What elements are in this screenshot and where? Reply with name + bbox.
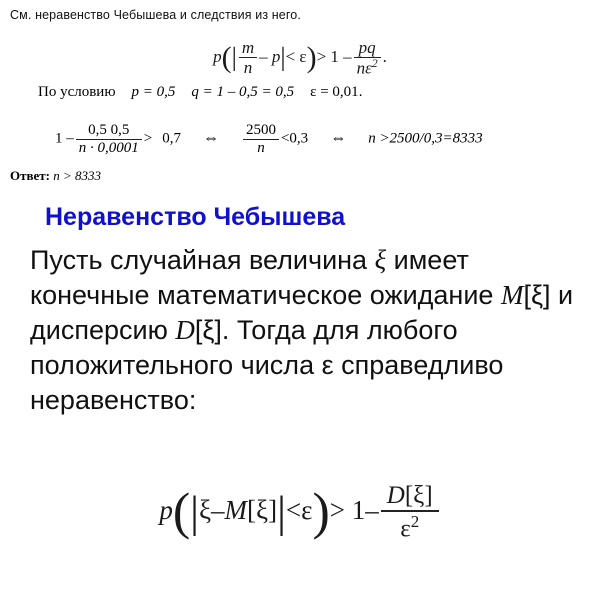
formula-bottom-num-bracket-close: ] bbox=[424, 482, 433, 509]
formula-bottom-one: 1 bbox=[351, 494, 366, 525]
formula-top-pq-numerator: pq bbox=[354, 38, 381, 58]
condition-p: p = 0,5 bbox=[131, 84, 176, 100]
paragraph-line-1b: имеет bbox=[386, 245, 469, 275]
chain-equivalent-2: ⇔ bbox=[330, 129, 347, 147]
chain-fraction-2-numerator: 2500 bbox=[243, 122, 279, 140]
formula-bottom-p: p bbox=[159, 494, 173, 525]
answer-value: n > 8333 bbox=[53, 168, 102, 183]
formula-top-period: . bbox=[382, 46, 387, 66]
condition-period: . bbox=[358, 84, 363, 100]
chain-fraction-2-denominator: n bbox=[257, 139, 265, 156]
answer-line bbox=[10, 168, 101, 184]
formula-top-pq-den-text: nε bbox=[356, 58, 372, 78]
reference-line: См. неравенство Чебышева и следствия из него. bbox=[10, 8, 301, 22]
formula-bottom-fraction-numerator bbox=[381, 482, 439, 512]
formula-top-fraction-pq bbox=[354, 38, 381, 78]
formula-bottom-epsilon: ε bbox=[301, 494, 313, 525]
formula-top-close-paren: ) bbox=[306, 40, 317, 74]
formula-bottom-fraction-denominator bbox=[381, 512, 439, 543]
formula-bottom-greater: > bbox=[329, 494, 346, 525]
condition-q: q = 1 – 0,5 = 0,5 bbox=[191, 84, 295, 100]
chain-one-minus: 1 – bbox=[55, 130, 74, 147]
formula-top-greater: > bbox=[316, 46, 327, 66]
formula-bottom-abs-close: | bbox=[277, 487, 286, 537]
formula-top-pq-den-exponent: 2 bbox=[371, 57, 378, 71]
paragraph-M: M bbox=[500, 280, 524, 311]
formula-bottom-minus: – bbox=[211, 494, 225, 525]
chain-value-1: 0,7 bbox=[162, 130, 181, 147]
formula-bottom-num-bracket-open: [ bbox=[404, 482, 414, 509]
formula-bottom-bracket-close: ] bbox=[268, 494, 278, 525]
chain-fraction-2 bbox=[243, 122, 279, 157]
formula-bottom-fraction bbox=[381, 482, 439, 543]
condition-epsilon: ε = 0,01 bbox=[310, 84, 359, 100]
formula-top-p: p bbox=[213, 46, 222, 66]
formula-bottom-num-xi: ξ bbox=[413, 482, 425, 509]
paragraph-line-3b: [ξ] и дисперсию bbox=[30, 280, 574, 346]
formula-bottom-open-paren: ( bbox=[172, 483, 191, 541]
inequality-chain bbox=[55, 122, 483, 157]
formula-bottom-xi-1: ξ bbox=[198, 494, 212, 525]
condition-line bbox=[38, 84, 362, 101]
chain-fraction-1-denominator: n · 0,0001 bbox=[78, 139, 139, 156]
chain-less-2: <0,3 bbox=[280, 130, 309, 147]
chain-equivalent-1: ⇔ bbox=[202, 129, 219, 147]
formula-chebyshev-general bbox=[0, 482, 600, 543]
formula-bottom-less: < bbox=[285, 494, 302, 525]
formula-top-pq-denominator bbox=[354, 58, 381, 78]
formula-top-less-epsilon: < ε bbox=[285, 46, 307, 66]
formula-bottom-minus-2: – bbox=[365, 494, 379, 525]
formula-top-minus-p: – p bbox=[259, 46, 281, 66]
paragraph-line-2: конечные математическое ожидание bbox=[30, 280, 494, 311]
paragraph-line-5: справедливо неравенство: bbox=[30, 350, 504, 416]
chain-greater-1: > bbox=[143, 130, 153, 147]
formula-top-fraction-denominator: n bbox=[243, 58, 253, 78]
formula-bottom-M: M bbox=[224, 494, 248, 525]
paragraph-line-4: любого положительного числа ε bbox=[30, 315, 458, 381]
chain-fraction-1 bbox=[76, 122, 142, 157]
theorem-statement bbox=[30, 243, 575, 418]
chain-fraction-1-numerator: 0,5 0,5 bbox=[76, 122, 142, 140]
formula-top-fraction-numerator: m bbox=[239, 38, 257, 58]
formula-bottom-D: D bbox=[386, 482, 405, 509]
formula-chebyshev-bernoulli bbox=[0, 38, 600, 78]
chain-final-result: n >2500/0,3=8333 bbox=[368, 130, 483, 147]
formula-bottom-den-exponent: 2 bbox=[410, 512, 420, 531]
formula-top-open-paren: ( bbox=[221, 40, 232, 74]
formula-top-one-minus: 1 – bbox=[330, 46, 352, 66]
paragraph-D: D bbox=[175, 315, 195, 346]
section-heading: Неравенство Чебышева bbox=[45, 203, 346, 231]
paragraph-line-3d: [ξ]. Тогда для bbox=[194, 315, 360, 346]
formula-top-fraction-mn bbox=[239, 38, 257, 77]
formula-bottom-abs-open: | bbox=[190, 487, 199, 537]
condition-lead: По условию bbox=[38, 84, 116, 100]
formula-bottom-bracket-open: [ bbox=[247, 494, 257, 525]
answer-label: Ответ: bbox=[10, 168, 51, 183]
formula-bottom-den-epsilon: ε bbox=[400, 515, 411, 543]
formula-bottom-xi-2: ξ bbox=[256, 494, 269, 525]
paragraph-line-1a: Пусть случайная величина bbox=[30, 245, 375, 275]
formula-top-abs-open: | bbox=[231, 42, 237, 72]
formula-bottom-close-paren: ) bbox=[312, 483, 330, 541]
paragraph-xi-1: ξ bbox=[374, 245, 387, 275]
formula-top-abs-close: | bbox=[280, 42, 286, 72]
